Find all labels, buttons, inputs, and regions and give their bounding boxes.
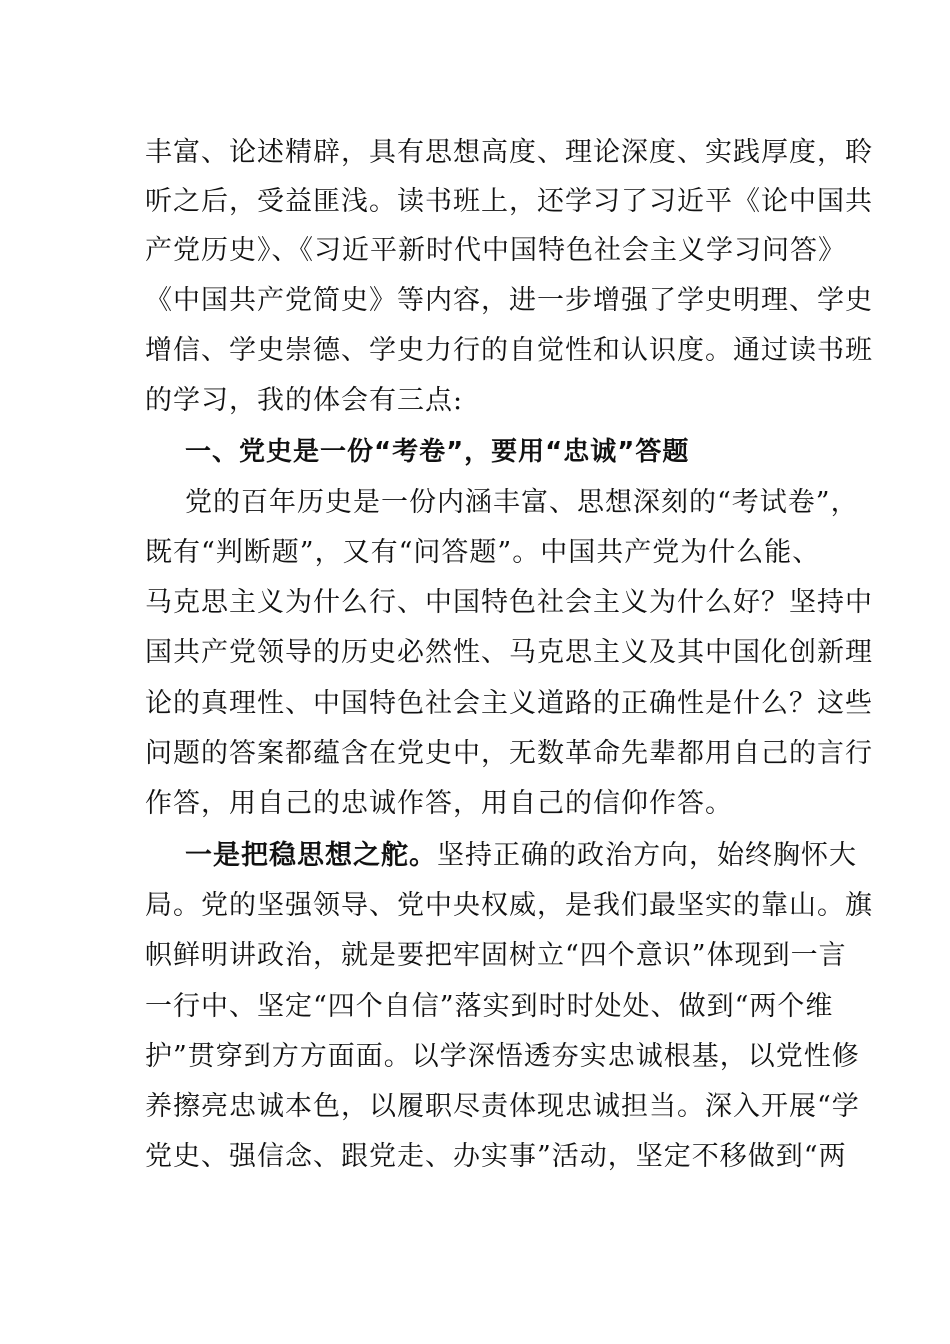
body-text-line: 《中国共产党简史》等内容，进一步增强了学史明理、学史 — [145, 285, 873, 316]
body-text-line: 论的真理性、中国特色社会主义道路的正确性是什么？这些 — [145, 688, 873, 719]
body-text-line: 国共产党领导的历史必然性、马克思主义及其中国化创新理 — [145, 637, 873, 668]
body-text-line: 的学习，我的体会有三点: — [145, 385, 464, 416]
body-text-line: 作答，用自己的忠诚作答，用自己的信仰作答。 — [145, 788, 733, 819]
body-text-line — [185, 836, 865, 876]
section-heading: 一、党史是一份“考卷”，要用“忠诚”答题 — [185, 437, 690, 467]
paragraph-lead-phrase: 一是把稳思想之舵。 — [185, 840, 437, 871]
body-text-line: 一行中、坚定“四个自信”落实到时时处处、做到“两个维 — [145, 991, 834, 1022]
body-text-line: 党的百年历史是一份内涵丰富、思想深刻的“考试卷”， — [185, 487, 859, 518]
body-text-line: 护”贯穿到方方面面。以学深悟透夯实忠诚根基，以党性修 — [145, 1041, 860, 1072]
body-text-line: 增信、学史崇德、学史力行的自觉性和认识度。通过读书班 — [145, 335, 873, 366]
body-text-line: 党史、强信念、跟党走、办实事”活动，坚定不移做到“两 — [145, 1141, 847, 1172]
body-text-line: 丰富、论述精辟，具有思想高度、理论深度、实践厚度，聆 — [145, 137, 873, 168]
body-text-line: 产党历史》、《习近平新时代中国特色社会主义学习问答》 — [145, 235, 846, 266]
body-text-line: 养擦亮忠诚本色，以履职尽责体现忠诚担当。深入开展“学 — [145, 1091, 860, 1122]
paragraph-first-line-rest: 坚持正确的政治方向，始终胸怀大 — [437, 840, 857, 871]
body-text-line: 既有“判断题”，又有“问答题”。中国共产党为什么能、 — [145, 537, 821, 568]
body-text-line: 听之后，受益匪浅。读书班上，还学习了习近平《论中国共 — [145, 186, 873, 217]
body-text-line: 问题的答案都蕴含在党史中，无数革命先辈都用自己的言行 — [145, 738, 873, 769]
body-text-line: 帜鲜明讲政治，就是要把牢固树立“四个意识”体现到一言 — [145, 940, 847, 971]
body-text-line: 马克思主义为什么行、中国特色社会主义为什么好？坚持中 — [145, 587, 873, 618]
body-text-line: 局。党的坚强领导、党中央权威，是我们最坚实的靠山。旗 — [145, 890, 873, 921]
